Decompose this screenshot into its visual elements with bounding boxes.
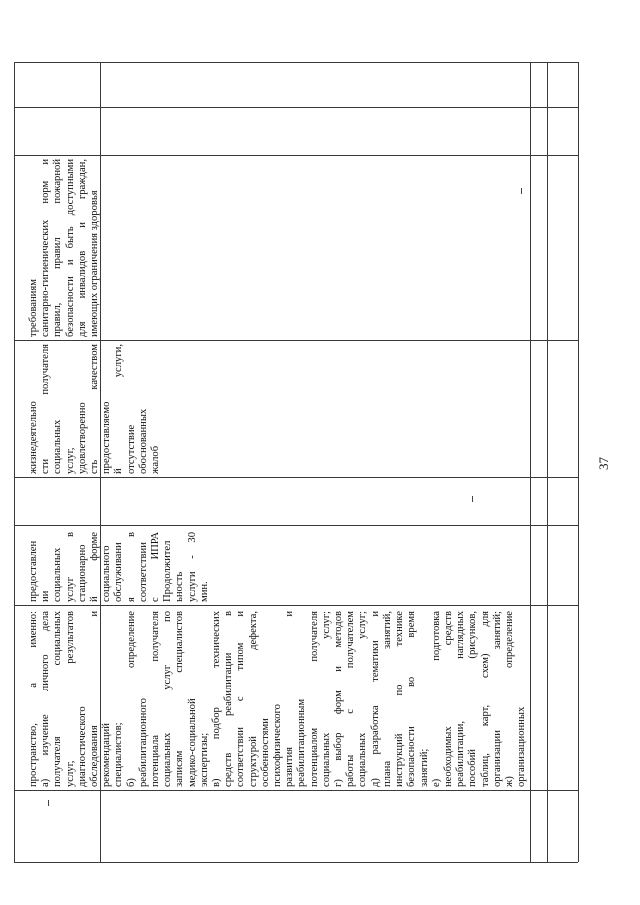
table-col-divider	[14, 525, 578, 526]
requirements-cell	[28, 159, 101, 337]
cell-text-line: услуг в	[64, 532, 76, 602]
cell-text-line: пособий (рисунков,	[467, 611, 479, 787]
cell-text-line: занятий;	[418, 748, 430, 787]
cell-text-line: г) выбор форм и методов	[333, 611, 345, 787]
cell-text-line: отсутствие	[125, 424, 137, 474]
cell-text-line: социальных услуг;	[357, 611, 369, 787]
table-border-top	[14, 62, 15, 862]
cell-text-line: потенциалом получателя	[308, 611, 320, 787]
cell-text-line: с ИПРА	[150, 532, 162, 602]
table-col-divider	[14, 605, 578, 606]
cell-text-line: организации занятий;	[491, 611, 503, 787]
cell-text-line: обоснованных	[137, 408, 149, 474]
cell-text-line: а) изучение личного дела	[40, 611, 52, 787]
cell-text-line: структурой дефекта,	[247, 611, 259, 787]
cell-text-line: в) подбор технических	[211, 611, 223, 787]
cell-text-line: для инвалидов и граждан,	[76, 159, 88, 337]
cell-text-line: обслуживани	[113, 542, 125, 602]
cell-text-line: имеющих ограничения здоровья	[89, 190, 101, 337]
table-border-right	[14, 62, 578, 63]
cell-text-line: необходимых средств	[442, 611, 454, 787]
cell-text-line: таблиц, карт, схем) для	[479, 611, 491, 787]
cell-text-line: соответствии	[137, 542, 149, 602]
cell-text-line: социальных	[52, 419, 64, 474]
cell-text-line: экспертизы;	[198, 732, 210, 787]
table-col-divider	[14, 790, 578, 791]
cell-text-line: реабилитации, наглядных	[455, 611, 467, 787]
cell-text-line: услуги - 30	[186, 532, 198, 602]
cell-text-line: предоставлен	[28, 540, 39, 602]
cell-text-line: б) определение	[125, 611, 137, 787]
cell-text-line: требованиям	[28, 279, 39, 337]
cell-text-line: Продолжител	[162, 540, 174, 602]
table-col-divider	[14, 107, 578, 108]
cell-text-line: правил, правил пожарной	[52, 159, 64, 337]
cell-text-line: инструкций по технике	[394, 611, 406, 787]
cell-text-line: работы с получателем	[345, 611, 357, 787]
page-number: 37	[596, 457, 611, 470]
cell-text-line: услуг,	[64, 447, 76, 474]
empty-cell-mark	[472, 496, 473, 502]
table-col-divider	[14, 477, 578, 478]
table-border-left	[14, 862, 578, 863]
empty-cell-mark	[48, 800, 49, 806]
cell-text-line: санитарно-гигиенических норм и	[40, 159, 52, 337]
cell-text-line: психофизического	[272, 704, 284, 787]
cell-text-line: предоставляемо	[101, 401, 113, 474]
cell-text-line: реабилитационного	[137, 698, 149, 787]
cell-text-line: обследования и	[89, 611, 101, 787]
cell-text-line: е) подготовка	[430, 611, 442, 787]
cell-text-line: рекомендаций	[101, 723, 113, 787]
cell-text-line: мин.	[198, 581, 210, 602]
cell-text-line: плана занятий,	[381, 611, 393, 787]
cell-text-line: социальных	[52, 547, 64, 602]
cell-text-line: социальных услуг по	[162, 611, 174, 787]
cell-text-line: сти получателя	[40, 344, 52, 474]
cell-text-line: д) разработка тематики и	[369, 611, 381, 787]
cell-text-line: удовлетворенно	[76, 402, 88, 474]
cell-text-line: й форме	[89, 532, 101, 602]
cell-text-line: особенностями	[259, 718, 271, 787]
cell-text-line: социального	[101, 545, 113, 602]
cell-text-line: соответствии с типом и	[235, 611, 247, 787]
cell-text-line: услуг, результатов	[64, 611, 76, 787]
cell-text-line: ии	[40, 590, 52, 602]
cell-text-line: средств реабилитации в	[223, 611, 235, 787]
cell-text-line: пространство, а именно:	[28, 611, 39, 787]
table-col-divider	[14, 340, 578, 341]
cell-text-line: получателя социальных	[52, 611, 64, 787]
cell-text-line: ьность	[174, 571, 186, 602]
cell-text-line: безопасности и быть доступными	[64, 159, 76, 337]
cell-text-line: организационных	[516, 706, 528, 787]
cell-text-line: медико-социальной	[186, 698, 198, 787]
empty-cell-mark	[521, 188, 522, 194]
cell-text-line: сть качеством	[89, 344, 101, 474]
cell-text-line: диагностического	[76, 706, 88, 787]
table-col-divider	[14, 155, 578, 156]
cell-text-line: ж) определение	[503, 611, 515, 787]
table-row-divider	[547, 62, 548, 862]
cell-text-line: реабилитационным	[296, 698, 308, 787]
cell-text-line: безопасности во время	[406, 611, 418, 787]
cell-text-line: развития и	[284, 611, 296, 787]
cell-text-line: жизнедеятельно	[28, 401, 39, 474]
service-description-cell	[28, 611, 528, 787]
table-border-bottom	[578, 62, 579, 862]
cell-text-line: специалистов;	[113, 722, 125, 787]
quality-indicators-cell	[28, 344, 162, 474]
cell-text-line: записям специалистов	[174, 611, 186, 787]
table-row-divider	[530, 62, 531, 862]
cell-text-line: социальных услуг;	[320, 611, 332, 787]
cell-text-line: стационарно	[76, 544, 88, 602]
cell-text-line: й услуги,	[113, 344, 125, 474]
cell-text-line: потенциала получателя	[150, 611, 162, 787]
provision-conditions-cell	[28, 532, 211, 602]
cell-text-line: жалоб	[150, 445, 162, 474]
cell-text-line: я в	[125, 532, 137, 602]
